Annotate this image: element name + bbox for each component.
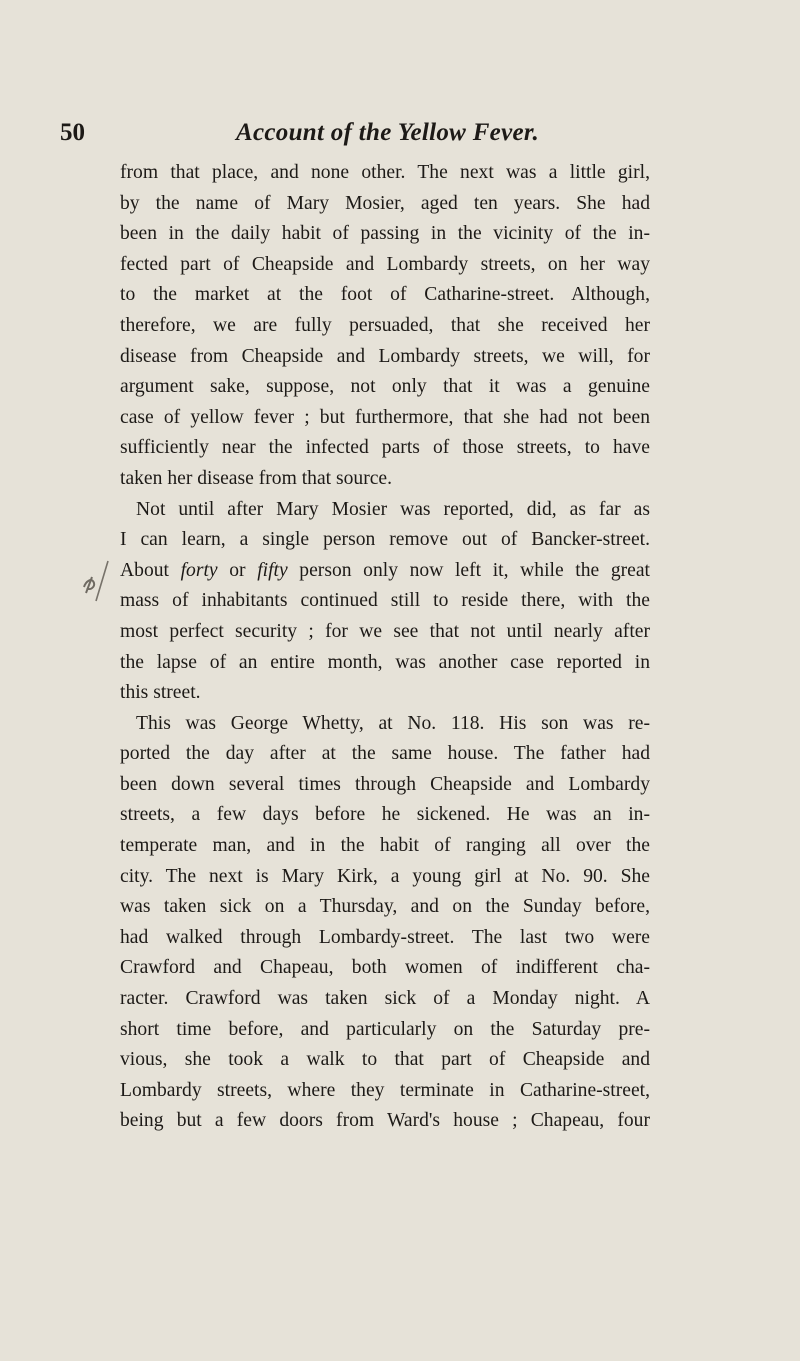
text-line: most perfect security ; for we see that not until nearly after — [120, 620, 650, 642]
text-line: short time before, and particularly on the Saturday pre- — [120, 1018, 650, 1040]
paragraph-start-line: Not until after Mary Mosier was reported, did, as far as — [136, 498, 650, 520]
text-line: vious, she took a walk to that part of Cheapside and — [120, 1049, 650, 1071]
text-line: Crawford and Chapeau, both women of indifferent cha- — [120, 957, 650, 979]
text-line: fected part of Cheapside and Lombardy streets, on her way — [120, 253, 650, 275]
body-text — [120, 158, 650, 1137]
text-line: to the market at the foot of Catharine-street. Although, — [120, 284, 650, 306]
text-line: was taken sick on a Thursday, and on the Sunday before, — [120, 896, 650, 918]
text-line: therefore, we are fully persuaded, that she received her — [120, 314, 650, 336]
text-line: this street. — [120, 682, 201, 704]
italic-word-forty: forty — [180, 559, 218, 581]
text-line: been down several times through Cheapside and Lombardy — [120, 773, 650, 795]
text-line: been in the daily habit of passing in the vicinity of the in- — [120, 223, 650, 245]
text-line: being but a few doors from Ward's house ; Chapeau, four — [120, 1110, 650, 1132]
text-line: by the name of Mary Mosier, aged ten years. She had — [120, 192, 650, 214]
page-number: 50 — [60, 119, 85, 146]
text-span: or — [217, 559, 258, 581]
text-line: argument sake, suppose, not only that it was a genuine — [120, 376, 650, 398]
running-title: Account of the Yellow Fever. — [236, 119, 540, 146]
italic-word-fifty: fifty — [257, 559, 288, 581]
text-line: streets, a few days before he sickened. He was an in- — [120, 804, 650, 826]
text-line: city. The next is Mary Kirk, a young girl at No. 90. She — [120, 865, 650, 887]
text-line: disease from Cheapside and Lombardy streets, we will, for — [120, 345, 650, 367]
running-head — [60, 116, 660, 150]
text-line: the lapse of an entire month, was another case reported in — [120, 651, 650, 673]
text-line: I can learn, a single person remove out of Bancker-street. — [120, 529, 650, 551]
text-line: ported the day after at the same house. The father had — [120, 743, 650, 765]
text-line: racter. Crawford was taken sick of a Monday night. A — [120, 988, 650, 1010]
text-line: temperate man, and in the habit of ranging all over the — [120, 835, 650, 857]
text-span: About — [120, 559, 181, 581]
text-line-with-italics — [120, 556, 650, 587]
text-line: taken her disease from that source. — [120, 467, 393, 489]
handwritten-margin-mark — [78, 557, 118, 607]
text-span: person only now left it, while the great — [287, 559, 650, 581]
text-line: mass of inhabitants continued still to reside there, with the — [120, 590, 650, 612]
text-line: Lombardy streets, where they terminate in Catharine-street, — [120, 1079, 650, 1101]
paragraph-start-line: This was George Whetty, at No. 118. His son was re- — [136, 712, 650, 734]
text-line: had walked through Lombardy-street. The last two were — [120, 926, 650, 948]
text-line: from that place, and none other. The next was a little girl, — [120, 162, 650, 183]
text-line: case of yellow fever ; but furthermore, that she had not been — [120, 406, 650, 428]
text-line: sufficiently near the infected parts of those streets, to have — [120, 437, 650, 459]
